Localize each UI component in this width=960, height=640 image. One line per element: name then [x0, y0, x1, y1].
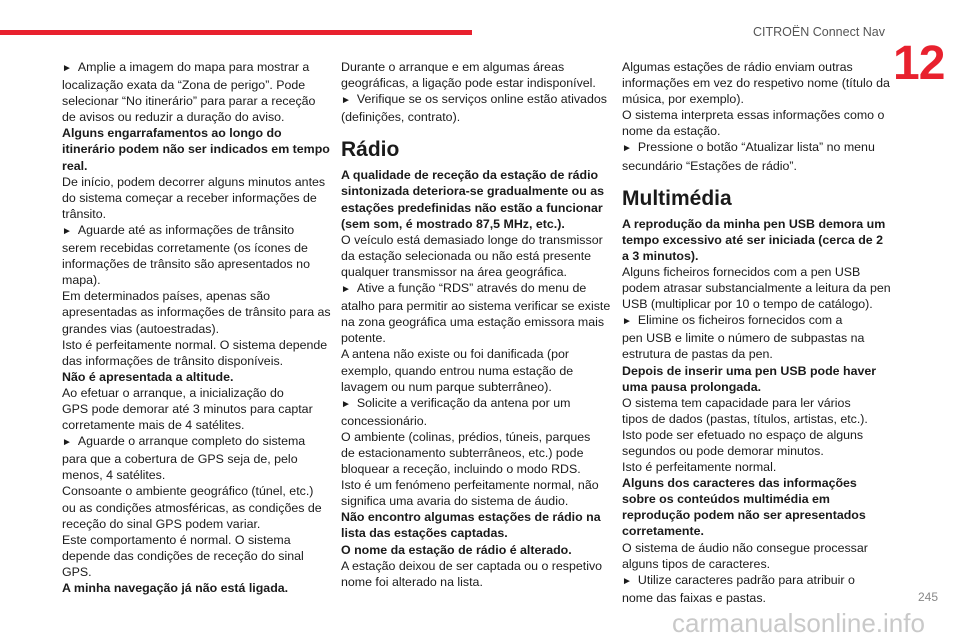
instruction-step — [622, 312, 907, 362]
step-text: Aguarde o arranque completo do sistema para que a cobertura de GPS seja de, pelo menos, 4 satélites. — [62, 434, 306, 483]
instruction-step — [622, 572, 907, 606]
paragraph: A estação deixou de ser captada ou o respetivo nome foi alterado na lista. — [341, 558, 603, 589]
instruction-step — [341, 91, 626, 125]
step-text: Elimine os ficheiros fornecidos com a pen USB e limite o número de subpastas na estrutura de pastas da pen. — [622, 313, 865, 362]
step-text: Solicite a verificação da antena por um concessionário. — [341, 395, 571, 428]
paragraph: Durante o arranque e em algumas áreas geográficas, a ligação pode estar indisponível. — [341, 60, 596, 91]
paragraph: O ambiente (colinas, prédios, túneis, parques de estacionamento subterrâneos, etc.) pode bloquear a receção, incluindo o modo RDS. Isto é um fenómeno perfeitamente normal, não significa uma avaria do sistema de áudio. — [341, 429, 599, 509]
paragraph: O sistema de áudio não consegue processar alguns tipos de caracteres. — [622, 540, 868, 571]
watermark: carmanualsonline.info — [672, 608, 925, 638]
instruction-step — [62, 433, 347, 483]
column-right — [622, 59, 907, 606]
arrow-bullet-icon: ► — [62, 437, 72, 449]
paragraph: Algumas estações de rádio enviam outras informações em vez do respetivo nome (título da música, por exemplo). O sistema interpreta essas informações como o nome da estação. — [622, 60, 890, 139]
problem-statement: A qualidade de receção da estação de rádio sintonizada deteriora-se gradualmente ou as estações predefinidas não estão a funcionar (sem som, é mostrado 87,5 MHz, etc.). — [341, 168, 605, 231]
arrow-bullet-icon: ► — [341, 398, 351, 410]
problem-statement: Depois de inserir uma pen USB pode haver uma pausa prolongada. — [622, 363, 877, 394]
running-header: CITROËN Connect Nav — [753, 25, 885, 39]
instruction-step — [622, 139, 907, 173]
arrow-bullet-icon: ► — [622, 143, 632, 155]
arrow-bullet-icon: ► — [62, 63, 72, 74]
instruction-step — [62, 59, 347, 125]
step-text: Verifique se os serviços online estão ativados (definições, contrato). — [341, 92, 607, 125]
problem-statement: A minha navegação já não está ligada. — [62, 581, 289, 595]
column-left — [62, 59, 347, 596]
step-text: Ative a função “RDS” através do menu de atalho para permitir ao sistema verificar se existe na zona geográfica uma estação emissora mais potente. — [341, 281, 611, 346]
paragraph: Ao efetuar o arranque, a inicialização do GPS pode demorar até 3 minutos para captar corretamente mais de 4 satélites. — [62, 385, 313, 433]
arrow-bullet-icon: ► — [341, 284, 351, 296]
arrow-bullet-icon: ► — [62, 225, 72, 237]
paragraph: Consoante o ambiente geográfico (túnel, etc.) ou as condições atmosféricas, as condições de receção do sinal GPS podem variar. Este comportamento é normal. O sistema depende das condições de receção do sinal GPS. — [62, 484, 322, 579]
section-heading: Rádio — [341, 138, 400, 162]
paragraph: O sistema tem capacidade para ler vários tipos de dados (pastas, títulos, artistas, etc.). Isto pode ser efetuado no espaço de alguns segundos ou pode demorar minutos. Isto é perfeitamente normal. — [622, 395, 868, 475]
page-number: 245 — [918, 590, 939, 604]
chapter-color-bar — [0, 30, 472, 35]
problem-statement: Alguns engarrafamentos ao longo do itinerário podem não ser indicados em tempo real. — [62, 126, 330, 173]
paragraph: Alguns ficheiros fornecidos com a pen USB podem atrasar substancialmente a leitura da pen USB (multiplicar por 10 o tempo de catálogo). — [622, 264, 891, 312]
problem-statement: Não encontro algumas estações de rádio na lista das estações captadas. O nome da estação de rádio é alterado. — [341, 510, 601, 557]
paragraph: Em determinados países, apenas são apresentadas as informações de trânsito para as grandes vias (autoestradas). Isto é perfeitamente normal. O sistema depende das informações de trânsito disponíveis. — [62, 289, 331, 368]
arrow-bullet-icon: ► — [341, 95, 351, 107]
problem-statement: Não é apresentada a altitude. — [62, 369, 234, 384]
instruction-step — [62, 222, 347, 288]
step-text: Aguarde até as informações de trânsito serem recebidas corretamente (os ícones de informações de trânsito são apresentados no mapa). — [62, 222, 310, 288]
section-heading: Multimédia — [622, 186, 732, 210]
step-text: Utilize caracteres padrão para atribuir o nome das faixas e pastas. — [622, 572, 855, 605]
arrow-bullet-icon: ► — [622, 575, 632, 587]
step-text: Amplie a imagem do mapa para mostrar a localização exata da “Zona de perigo”. Pode selecionar “No itinerário” para parar a receção de avisos ou reduzir a duração do aviso. — [62, 60, 316, 125]
instruction-step — [341, 395, 626, 429]
paragraph: O veículo está demasiado longe do transmissor da estação selecionada ou não está presente qualquer transmissor na área geográfica. — [341, 232, 603, 279]
column-middle — [341, 59, 626, 590]
instruction-step — [341, 280, 626, 346]
paragraph: De início, podem decorrer alguns minutos antes do sistema começar a receber informações de trânsito. — [62, 174, 326, 221]
paragraph: A antena não existe ou foi danificada (por exemplo, quando entrou numa estação de lavagem ou num parque subterrâneo). — [341, 347, 574, 394]
problem-statement: A reprodução da minha pen USB demora um tempo excessivo até ser iniciada (cerca de 2 a 3 minutos). — [622, 216, 886, 263]
arrow-bullet-icon: ► — [622, 316, 632, 328]
chapter-number: 12 — [893, 37, 945, 90]
step-text: Pressione o botão “Atualizar lista” no menu secundário “Estações de rádio”. — [622, 140, 875, 173]
problem-statement: Alguns dos caracteres das informações sobre os conteúdos multimédia em reprodução podem não ser apresentados corretamente. — [622, 476, 866, 539]
